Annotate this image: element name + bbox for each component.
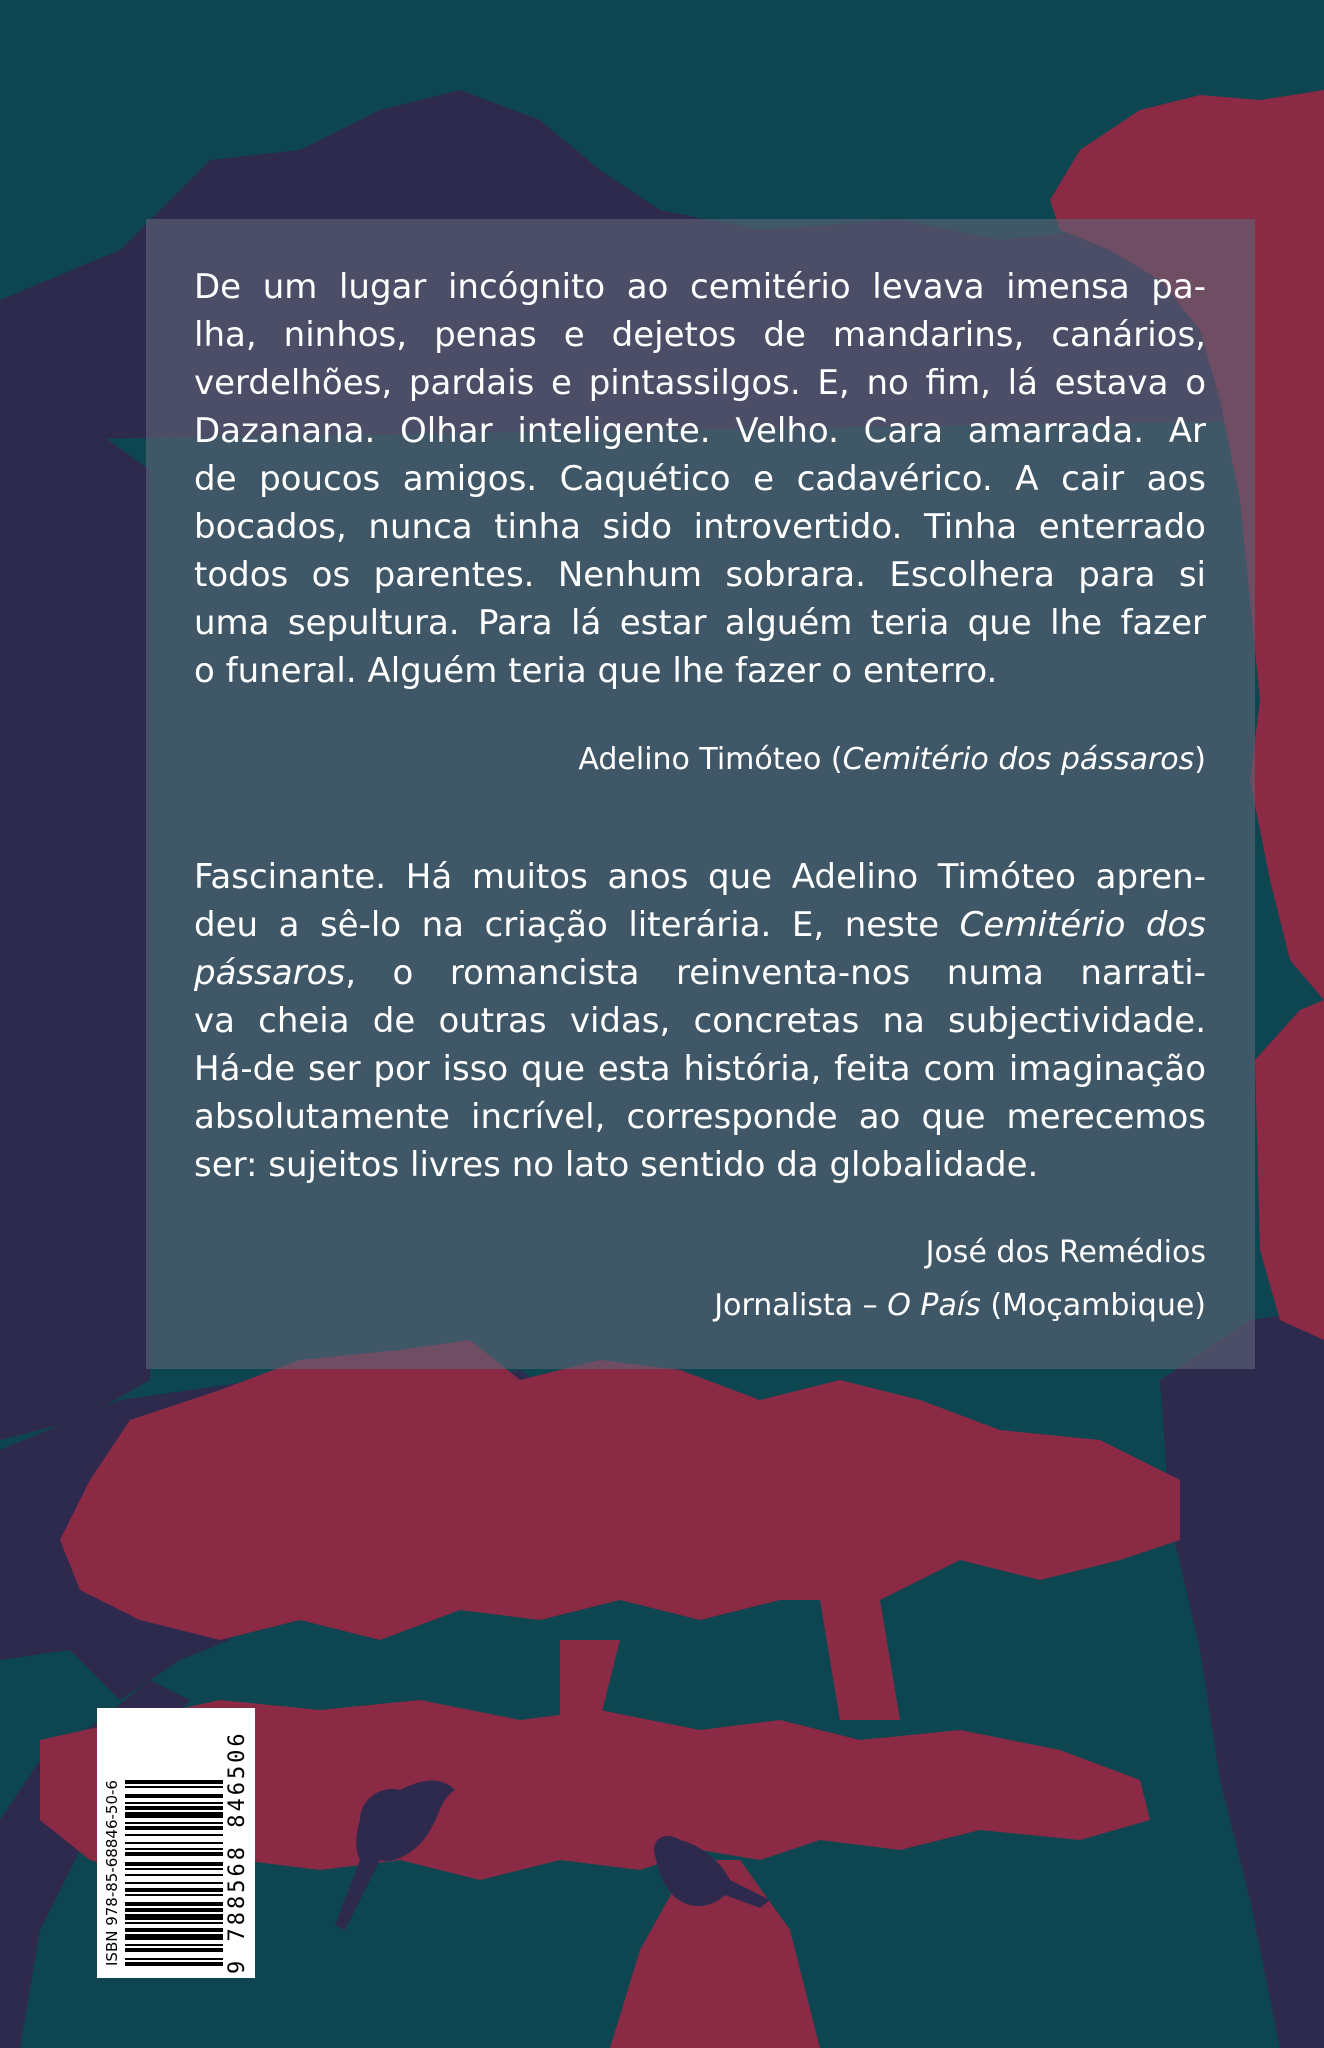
reviewer-role-suffix: (Moçambique) <box>980 1288 1206 1323</box>
excerpt-line: verdelhões, pardais e pintassilgos. E, no fim, lá estava o <box>194 363 1206 403</box>
review-line: ser: sujeitos livres no lato sentido da globalidade. <box>194 1145 1039 1185</box>
excerpt-quote <box>194 263 1206 695</box>
review-line: absolutamente incrível, corresponde ao que merecemos <box>194 1097 1206 1137</box>
reviewer-role <box>714 1286 1206 1326</box>
barcode-bar <box>125 1868 223 1870</box>
barcode-bar <box>125 1958 223 1960</box>
barcode-bar <box>125 1934 223 1940</box>
barcode-bar <box>125 1948 223 1952</box>
review-quote <box>194 853 1206 1189</box>
review-line-part: deu a sê-lo na criação literária. E, neste <box>194 905 960 945</box>
barcode-bar <box>125 1802 223 1804</box>
excerpt-line: De um lugar incógnito ao cemitério levava imensa pa- <box>194 267 1206 307</box>
review-line: Fascinante. Há muitos anos que Adelino Timóteo apren- <box>194 857 1206 897</box>
barcode-digits: 9 788568 846506 <box>225 1730 250 1974</box>
barcode-bar <box>125 1928 223 1932</box>
review-line <box>194 949 1206 997</box>
barcode-bar <box>125 1914 223 1920</box>
excerpt-line: Dazanana. Olhar inteligente. Velho. Cara amarrada. Ar <box>194 411 1206 451</box>
review-book-title: pássaros <box>194 953 346 993</box>
barcode-bar <box>125 1786 223 1788</box>
reviewer-publication: O País <box>887 1288 981 1323</box>
barcode-bar <box>125 1902 223 1906</box>
barcode-bar <box>125 1894 223 1896</box>
barcode-bars <box>125 1718 223 1966</box>
barcode-bar <box>125 1888 223 1892</box>
barcode-bar <box>125 1806 223 1810</box>
barcode-bar <box>125 1822 223 1824</box>
barcode-bar <box>125 1842 223 1844</box>
dark-hill-left <box>0 420 150 1440</box>
reviewer-name: José dos Remédios <box>925 1235 1206 1270</box>
barcode-bar <box>125 1826 223 1830</box>
excerpt-line: de poucos amigos. Caquético e cadavérico. A cair aos <box>194 459 1206 499</box>
barcode-bar <box>125 1834 223 1836</box>
review-line <box>194 901 1206 949</box>
excerpt-work-open: ( <box>821 742 843 777</box>
excerpt-line: o funeral. Alguém teria que lhe fazer o enterro. <box>194 651 998 691</box>
excerpt-line: lha, ninhos, penas e dejetos de mandarins, canários, <box>194 315 1206 355</box>
barcode-bar <box>125 1794 223 1798</box>
barcode-bar <box>125 1874 223 1876</box>
excerpt-line: todos os parentes. Nenhum sobrara. Escolhera para si <box>194 555 1206 595</box>
isbn-barcode <box>97 1708 255 1978</box>
barcode-bar <box>125 1962 223 1966</box>
barcode-bar <box>125 1862 223 1866</box>
reviewer-role-prefix: Jornalista – <box>714 1288 888 1323</box>
barcode-bar <box>125 1812 223 1818</box>
barcode-bar <box>125 1852 223 1856</box>
excerpt-attribution <box>578 740 1206 780</box>
barcode-bar <box>125 1848 223 1850</box>
barcode-bar <box>125 1780 223 1784</box>
review-line: va cheia de outras vidas, concretas na subjectividade. <box>194 1001 1206 1041</box>
excerpt-line: bocados, nunca tinha sido introvertido. Tinha enterrado <box>194 507 1206 547</box>
isbn-label: ISBN 978-85-68846-50-6 <box>103 1780 121 1966</box>
review-book-title: Cemitério dos <box>959 905 1206 945</box>
excerpt-line: uma sepultura. Para lá estar alguém teria que lhe fazer <box>194 603 1206 643</box>
review-line: Há-de ser por isso que esta história, feita com imaginação <box>194 1049 1206 1089</box>
barcode-bar <box>125 1882 223 1884</box>
review-line-part: , o romancista reinventa-nos numa narrati- <box>345 953 1206 993</box>
barcode-bar <box>125 1922 223 1924</box>
barcode-bar <box>125 1944 223 1946</box>
excerpt-author: Adelino Timóteo <box>578 742 822 777</box>
barcode-bar <box>125 1908 223 1912</box>
excerpt-work-title: Cemitério dos pássaros <box>842 742 1195 777</box>
excerpt-work-close: ) <box>1194 742 1206 777</box>
